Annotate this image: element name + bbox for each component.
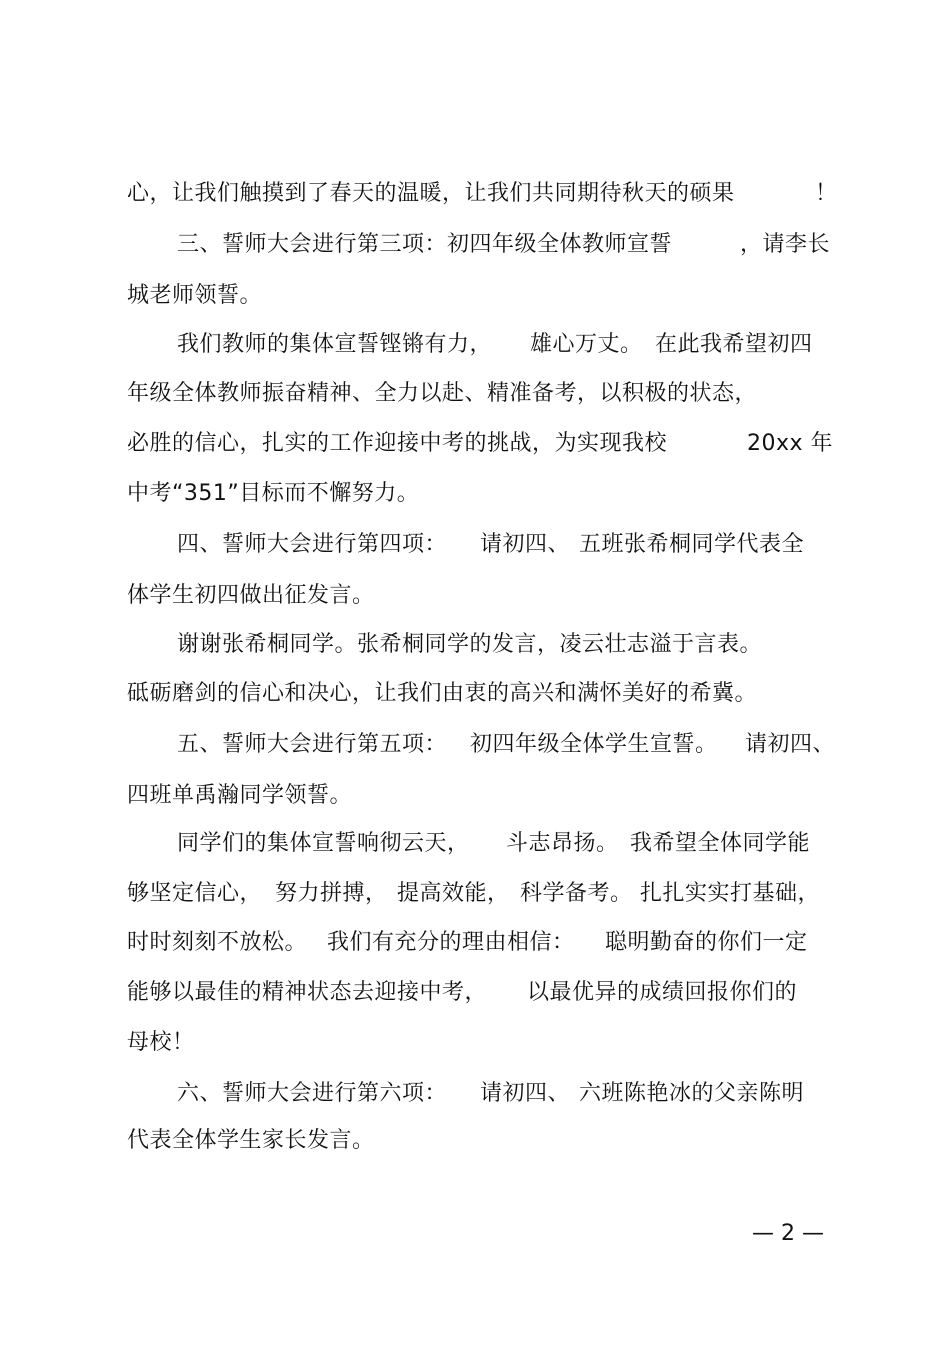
text-segment: 以最优异的成绩回报你们的 — [527, 980, 798, 1005]
text-line — [127, 676, 832, 712]
text-segment: 初四年级全体学生宣誓。 — [470, 732, 718, 757]
text-line — [127, 778, 832, 814]
text-segment: 母校！ — [127, 1030, 195, 1055]
text-segment: 六班陈艳冰的父亲陈明 — [579, 1081, 805, 1106]
text-segment: 必胜的信心，扎实的工作迎接中考的挑战，为实现我校 — [127, 431, 668, 456]
text-segment: 够坚定信心， — [127, 881, 263, 906]
text-segment: 请初四、 — [745, 732, 836, 757]
text-segment: 请初四、 — [480, 1081, 571, 1106]
text-line — [177, 1076, 832, 1112]
text-segment: 中考“351”目标而不懈努力。 — [127, 481, 420, 506]
text-line — [127, 176, 838, 212]
text-segment: 代表全体学生家长发言。 — [127, 1128, 375, 1153]
text-segment: 扎扎实实打基础， — [640, 881, 821, 906]
text-segment: 我们教师的集体宣誓铿锵有力， — [177, 332, 493, 357]
text-segment: 砥砺磨剑的信心和决心，让我们由衷的高兴和满怀美好的希冀。 — [127, 681, 758, 706]
text-line — [177, 826, 832, 862]
text-segment: 六、誓师大会进行第六项： — [177, 1081, 448, 1106]
text-segment: 时时刻刻不放松。 — [127, 930, 308, 955]
text-segment: 四班单禹瀚同学领誓。 — [127, 783, 353, 808]
text-segment: ！ — [815, 181, 838, 206]
text-line — [127, 476, 832, 512]
text-segment: 谢谢张希桐同学。张希桐同学的发言，凌云壮志溢于言表。 — [177, 632, 763, 657]
text-line — [127, 278, 832, 314]
text-line — [177, 727, 836, 763]
text-segment: 斗志昂扬。 — [506, 831, 619, 856]
text-segment: 五班张希桐同学代表全 — [579, 532, 805, 557]
text-line — [127, 975, 832, 1011]
text-line — [127, 376, 832, 412]
page-number: — 2 — — [752, 1221, 824, 1246]
text-segment: 心，让我们触摸到了春天的温暖，让我们共同期待秋天的硕果 — [127, 181, 735, 206]
text-line — [127, 1025, 832, 1061]
text-line — [127, 1123, 832, 1159]
text-segment: 雄心万丈。 — [530, 332, 643, 357]
text-segment: 能够以最佳的精神状态去迎接中考， — [127, 980, 488, 1005]
text-segment: ，请李长 — [740, 232, 831, 257]
text-segment: 我们有充分的理由相信： — [327, 930, 575, 955]
text-segment: 四、誓师大会进行第四项： — [177, 532, 448, 557]
text-segment: 请初四、 — [480, 532, 571, 557]
text-segment: 我希望全体同学能 — [630, 831, 811, 856]
text-segment: 城老师领誓。 — [127, 283, 263, 308]
text-line — [127, 426, 832, 462]
text-segment: 努力拼搏， — [275, 881, 388, 906]
text-segment: 20xx 年 — [747, 431, 834, 456]
text-segment: 三、誓师大会进行第三项：初四年级全体教师宣誓 — [177, 232, 673, 257]
text-line — [177, 627, 832, 663]
text-segment: 同学们的集体宣誓响彻云天， — [177, 831, 470, 856]
text-line — [127, 925, 832, 961]
text-line — [177, 327, 832, 363]
text-line — [177, 227, 832, 263]
text-segment: 年级全体教师振奋精神、全力以赴、精准备考，以积极的状态， — [127, 381, 758, 406]
text-segment: 提高效能， — [397, 881, 510, 906]
text-line — [177, 527, 832, 563]
text-segment: 五、誓师大会进行第五项： — [177, 732, 448, 757]
text-line — [127, 876, 832, 912]
text-segment: 体学生初四做出征发言。 — [127, 583, 375, 608]
text-segment: 在此我希望初四 — [655, 332, 813, 357]
text-line — [127, 578, 832, 614]
text-segment: 聪明勤奋的你们一定 — [605, 930, 808, 955]
text-segment: 科学备考。 — [520, 881, 633, 906]
